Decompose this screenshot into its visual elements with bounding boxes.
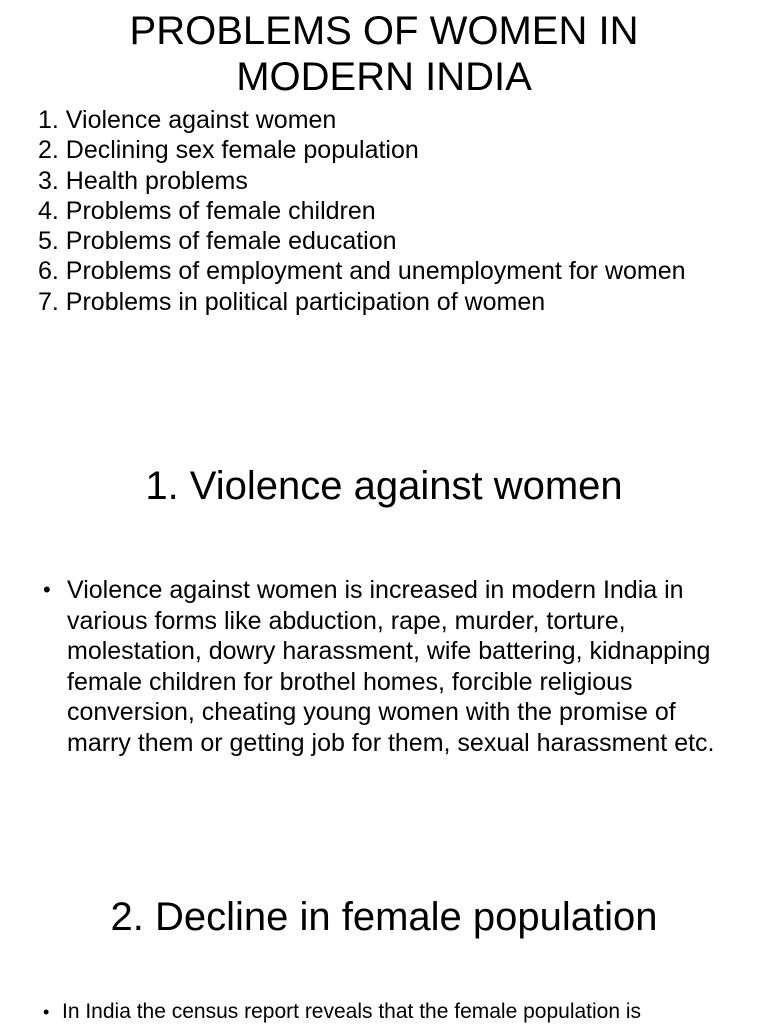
list-item: 4. Problems of female children xyxy=(38,196,376,225)
section-title: 2. Decline in female population xyxy=(110,895,658,939)
bullet-item xyxy=(40,999,730,1025)
list-item: 5. Problems of female education xyxy=(38,227,397,256)
bullet-list xyxy=(40,575,730,758)
slide-decline-female-population xyxy=(0,870,768,1024)
bullet-text: Violence against women is increased in modern India in various forms like abduction, rape, murder, torture, molestation, dowry harassment, wife battering, kidnapping female children for brothel homes, forcible religious conversion, cheating young women with the promise of marry them or getting job for them, sexual harassment etc. xyxy=(67,576,715,757)
page-title xyxy=(40,8,728,100)
bullet-icon: • xyxy=(43,1002,50,1022)
bullet-icon: • xyxy=(43,577,51,602)
list-item: 2. Declining sex female population xyxy=(38,136,419,165)
title-line-1: PROBLEMS OF WOMEN IN xyxy=(129,9,639,53)
list-item: 3. Health problems xyxy=(38,166,248,195)
section-title: 1. Violence against women xyxy=(145,464,623,508)
title-line-2: MODERN INDIA xyxy=(236,55,532,99)
slide-problems-overview xyxy=(0,0,768,384)
list-item: 6. Problems of employment and unemployment for women xyxy=(38,257,686,286)
list-item: 1. Violence against women xyxy=(38,106,337,134)
list-item: 7. Problems in political participation of women xyxy=(38,287,546,316)
bullet-text: In India the census report reveals that the female population is xyxy=(62,1000,642,1023)
problems-list xyxy=(38,105,728,317)
slide-violence-against-women xyxy=(0,430,768,850)
bullet-item xyxy=(40,575,730,758)
bullet-list xyxy=(40,999,730,1025)
